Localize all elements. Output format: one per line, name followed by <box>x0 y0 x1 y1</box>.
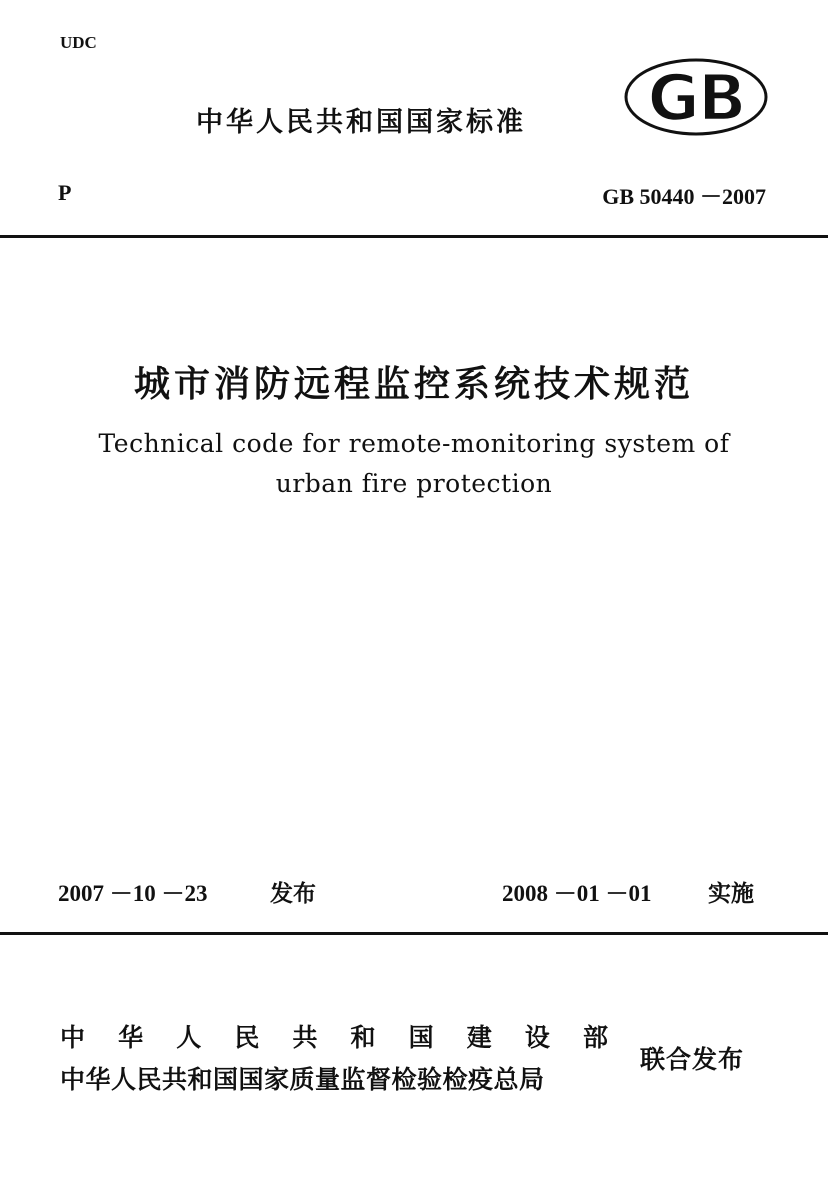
category-code: P <box>58 180 72 205</box>
issuer-aqsiq: 中华人民共和国国家质量监督检验检疫总局 <box>60 1065 545 1094</box>
gb-logo <box>624 58 768 136</box>
implement-label: 实施 <box>708 881 754 907</box>
top-divider <box>0 235 828 238</box>
udc-label: UDC <box>60 33 97 52</box>
issuer-char: 设 <box>524 1023 550 1052</box>
issuer-char: 华 <box>118 1023 144 1052</box>
issuer-char: 共 <box>292 1023 318 1052</box>
issuer-char: 部 <box>582 1023 608 1052</box>
issuer-char: 国 <box>408 1023 434 1052</box>
gb-logo-text: GB <box>647 62 745 136</box>
title-english-line2: urban fire protection <box>275 469 553 498</box>
issuer-char: 建 <box>466 1023 492 1052</box>
title-english-line1: Technical code for remote-monitoring system of <box>98 429 730 458</box>
issuer-char: 人 <box>176 1023 202 1052</box>
joint-issue-label: 联合发布 <box>640 1045 745 1074</box>
issuer-char: 和 <box>350 1023 376 1052</box>
issue-date: 2007 －10 －23 <box>58 881 208 906</box>
implement-date: 2008 －01 －01 <box>502 881 652 906</box>
issuer-ministry <box>60 1018 608 1054</box>
title-english <box>0 424 828 504</box>
bottom-divider <box>0 932 828 935</box>
national-standard-heading: 中华人民共和国国家标准 <box>196 107 526 138</box>
standard-number: GB 50440 －2007 <box>602 184 766 209</box>
issuer-char: 中 <box>60 1023 86 1052</box>
issuer-char: 民 <box>234 1023 260 1052</box>
issue-label: 发布 <box>270 881 316 907</box>
title-chinese: 城市消防远程监控系统技术规范 <box>133 363 694 405</box>
